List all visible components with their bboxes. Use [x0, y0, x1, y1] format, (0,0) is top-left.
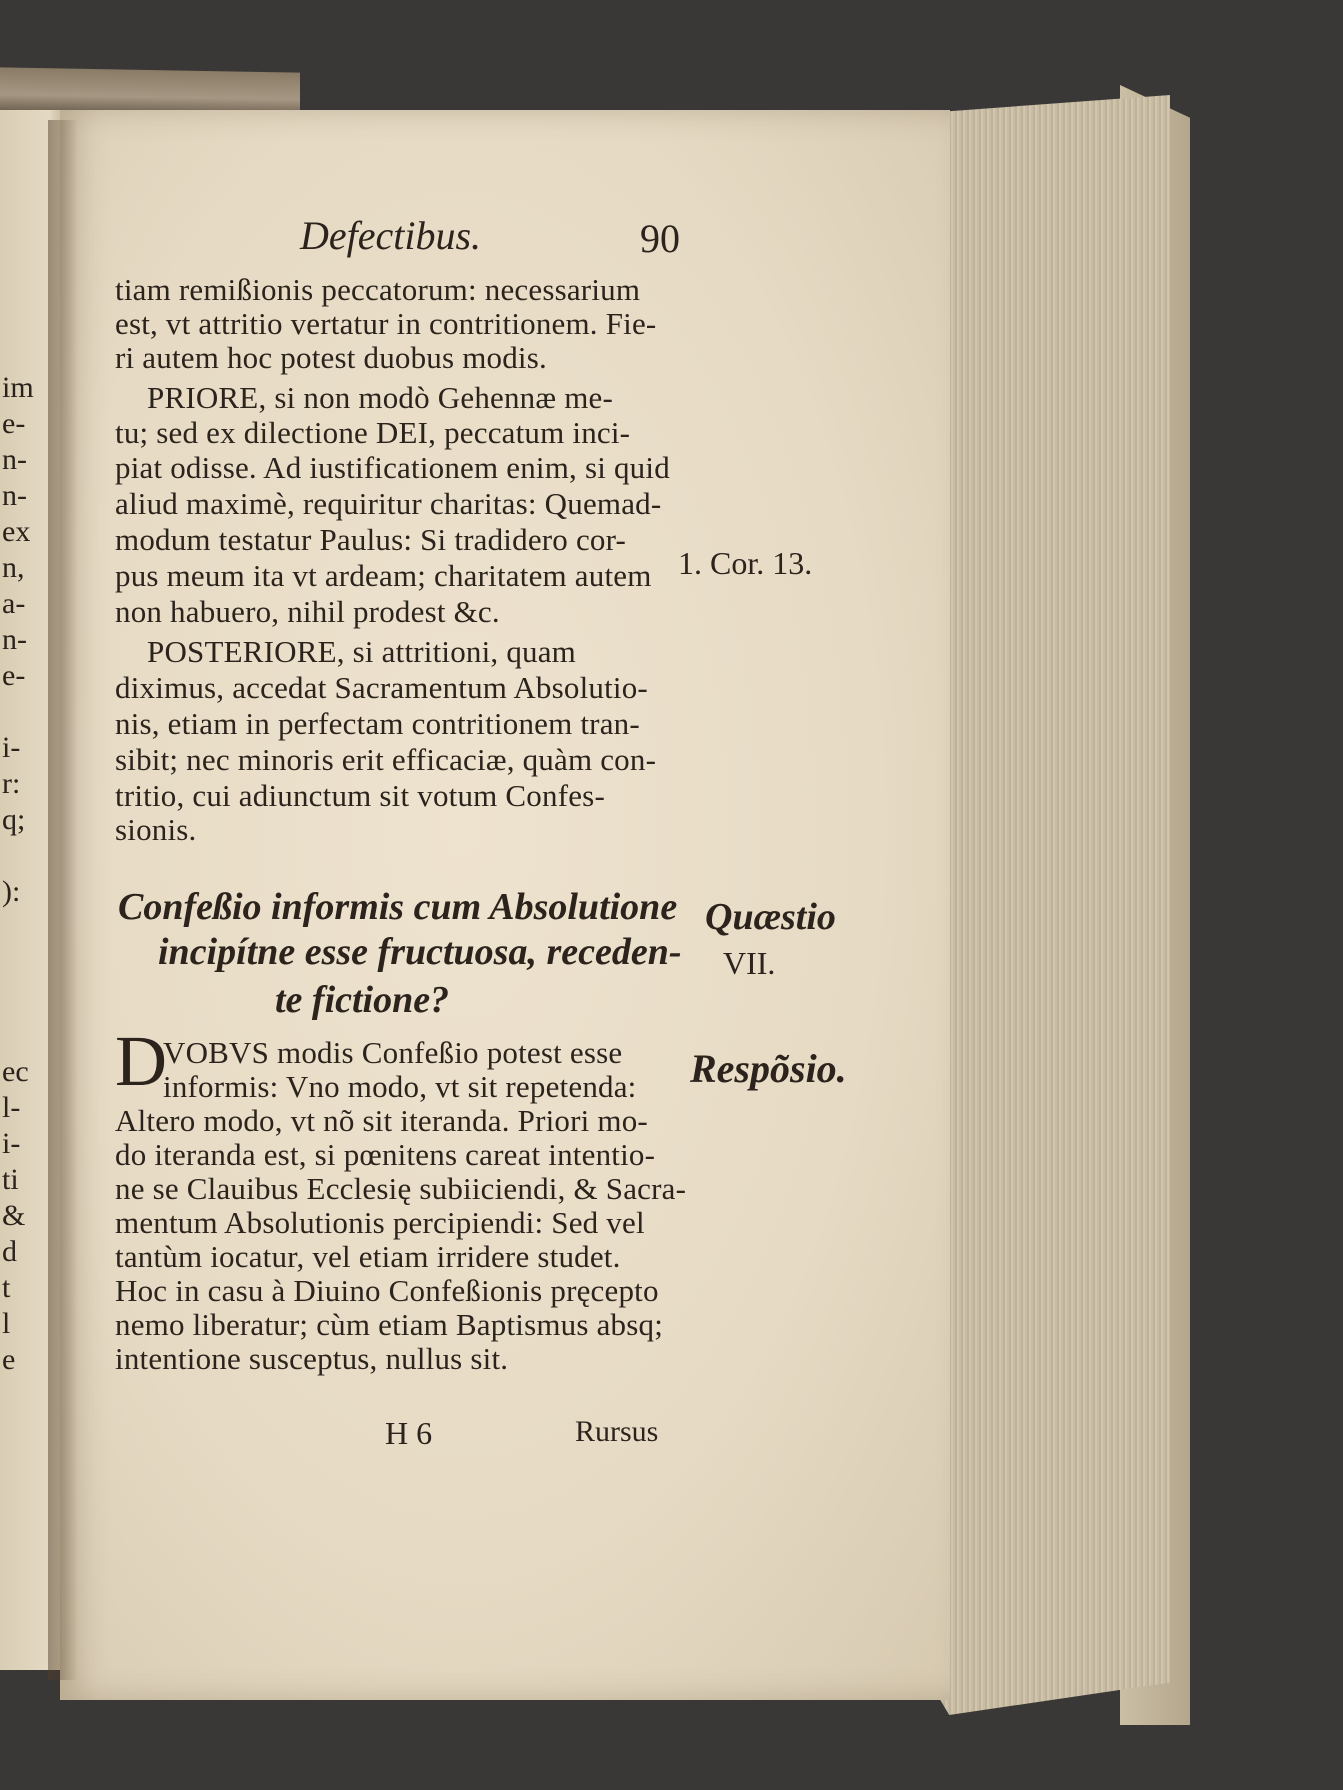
- body-line: modum testatur Paulus: Si tradidero cor-: [115, 522, 627, 557]
- left-fragment: q;: [2, 803, 26, 836]
- body-line: piat odisse. Ad iustificationem enim, si quid: [115, 450, 670, 485]
- response-label: Respõsio.: [690, 1046, 847, 1091]
- body-line: est, vt attritio vertatur in contritionem. Fie-: [115, 306, 657, 341]
- signature-mark: H 6: [385, 1415, 433, 1451]
- left-fragment: n-: [2, 479, 27, 512]
- left-fragment: r:: [2, 767, 21, 800]
- body-line: Altero modo, vt nõ sit iteranda. Priori mo-: [115, 1103, 648, 1138]
- body-line: do iteranda est, si pœnitens careat intentio-: [115, 1137, 656, 1172]
- left-fragment: l: [2, 1307, 11, 1340]
- body-line: PRIORE, si non modò Gehennæ me-: [147, 380, 614, 415]
- left-fragment: n-: [2, 623, 27, 656]
- body-line: POSTERIORE, si attritioni, quam: [147, 634, 576, 669]
- body-line: mentum Absolutionis percipiendi: Sed vel: [115, 1205, 645, 1240]
- left-fragment: ex: [2, 515, 31, 548]
- body-line: sionis.: [115, 812, 197, 847]
- page-edges: [930, 95, 1170, 1715]
- left-fragment: n,: [2, 551, 25, 584]
- body-line: non habuero, nihil prodest &c.: [115, 594, 500, 629]
- body-line: sibit; nec minoris erit efficaciæ, quàm con-: [115, 742, 657, 777]
- body-line: diximus, accedat Sacramentum Absolutio-: [115, 670, 648, 705]
- body-line: intentione susceptus, nullus sit.: [115, 1341, 509, 1376]
- body-line: tiam remißionis peccatorum: necessarium: [115, 272, 641, 307]
- question-number: VII.: [723, 945, 776, 981]
- left-fragment: d: [2, 1235, 17, 1268]
- running-head: Defectibus.: [300, 213, 482, 258]
- left-fragment: ec: [2, 1055, 29, 1088]
- gutter-shadow: [48, 120, 78, 1680]
- left-fragment: l-: [2, 1091, 21, 1124]
- left-fragment: &: [2, 1199, 26, 1232]
- left-fragment: i-: [2, 1127, 21, 1160]
- body-line: ri autem hoc potest duobus modis.: [115, 340, 547, 375]
- catchword: Rursus: [575, 1415, 659, 1448]
- question-heading-line-2: incipítne esse fructuosa, receden-: [158, 931, 682, 973]
- left-fragment: ti: [2, 1163, 19, 1196]
- question-heading-line-3: te fictione?: [275, 979, 450, 1021]
- left-fragment: e-: [2, 407, 26, 440]
- left-fragment: n-: [2, 443, 27, 476]
- body-line: VOBVS modis Confeßio potest esse: [163, 1035, 623, 1070]
- body-line: Hoc in casu à Diuino Confeßionis pręcepto: [115, 1273, 659, 1308]
- question-label: Quæstio: [705, 896, 836, 938]
- body-line: nemo liberatur; cùm etiam Baptismus absq;: [115, 1307, 664, 1342]
- left-fragment: e: [2, 1343, 16, 1376]
- body-line: tantùm iocatur, vel etiam irridere studet.: [115, 1239, 621, 1274]
- left-fragment: im: [2, 371, 34, 404]
- left-fragment: a-: [2, 587, 26, 620]
- body-line: informis: Vno modo, vt sit repetenda:: [163, 1069, 637, 1104]
- dropcap-letter: D: [115, 1021, 167, 1101]
- body-line: pus meum ita vt ardeam; charitatem autem: [115, 558, 652, 593]
- left-fragment: t: [2, 1271, 11, 1304]
- left-fragment: ):: [2, 875, 21, 908]
- folio-number: 90: [640, 216, 680, 261]
- body-line: nis, etiam in perfectam contritionem tran-: [115, 706, 640, 741]
- body-line: tu; sed ex dilectione DEI, peccatum inci-: [115, 415, 631, 450]
- question-heading-line-1: Confeßio informis cum Absolutione: [118, 886, 678, 928]
- body-line: ne se Clauibus Ecclesię subiiciendi, & Sacra-: [115, 1171, 687, 1206]
- margin-reference: 1. Cor. 13.: [678, 545, 813, 581]
- body-line: tritio, cui adiunctum sit votum Confes-: [115, 778, 605, 813]
- left-fragment: i-: [2, 731, 21, 764]
- body-line: aliud maximè, requiritur charitas: Quemad-: [115, 486, 662, 521]
- left-fragment: e-: [2, 659, 26, 692]
